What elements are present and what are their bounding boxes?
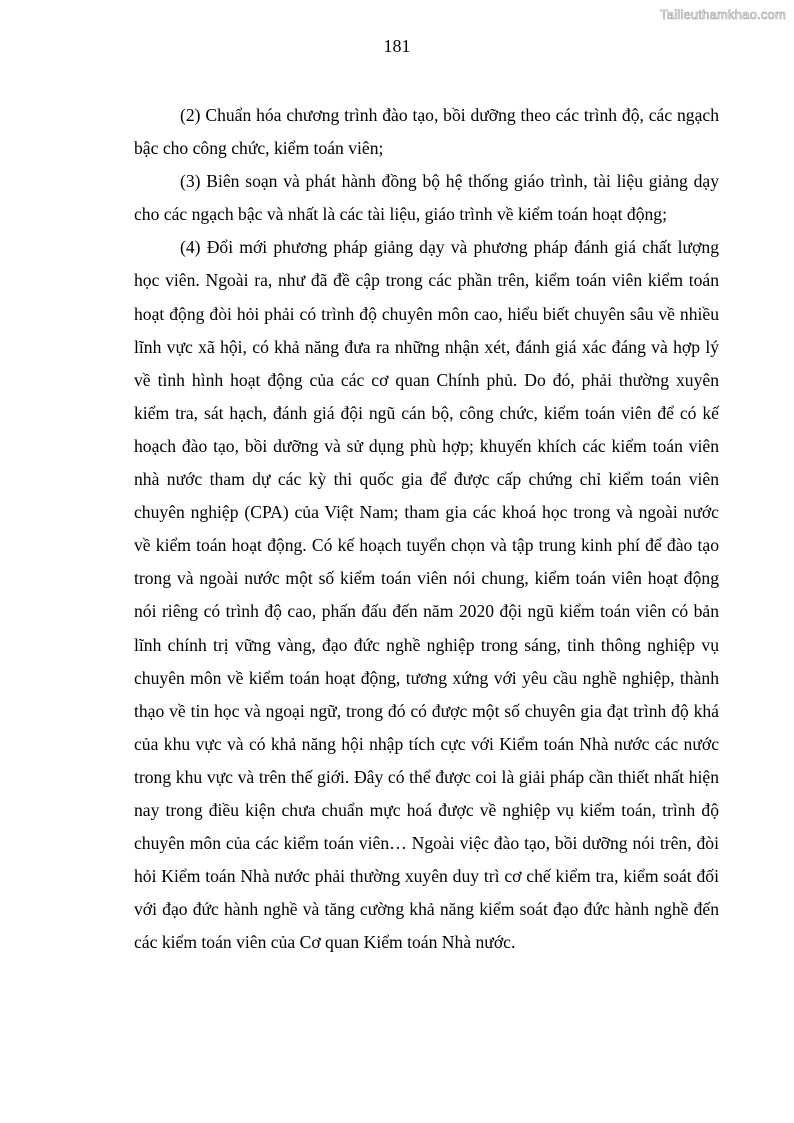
page-number: 181 xyxy=(383,36,411,56)
paragraph-item-2: (2) Chuẩn hóa chương trình đào tạo, bồi dưỡng theo các trình độ, các ngạch bậc cho công chức, kiểm toán viên; xyxy=(134,105,719,159)
document-body xyxy=(134,99,719,959)
paragraph-item-4: (4) Đổi mới phương pháp giảng dạy và phương pháp đánh giá chất lượng học viên. Ngoài ra, như đã đề cập trong các phần trên, kiểm toán viên kiểm toán hoạt động đòi hỏi phải có trình độ chuyên môn cao, hiểu biết chuyên sâu về nhiều lĩnh vực xã hội, có khả năng đưa ra những nhận xét, đánh giá xác đáng và hợp lý về tình hình hoạt động của các cơ quan Chính phủ. Do đó, phải thường xuyên kiểm tra, sát hạch, đánh giá đội ngũ cán bộ, công chức, kiểm toán viên để có kế hoạch đào tạo, bồi dưỡng và sử dụng phù hợp; khuyến khích các kiểm toán viên nhà nước tham dự các kỳ thi quốc gia để được cấp chứng chỉ kiểm toán viên chuyên nghiệp (CPA) của Việt Nam; tham gia các khoá học trong và ngoài nước về kiểm toán hoạt động. Có kế hoạch tuyển chọn và tập trung kinh phí để đào tạo trong và ngoài nước một số kiểm toán viên nói chung, kiểm toán viên hoạt động nói riêng có trình độ cao, phấn đấu đến năm 2020 đội ngũ kiểm toán viên có bản lĩnh chính trị vững vàng, đạo đức nghề nghiệp trong sáng, tinh thông nghiệp vụ chuyên môn về kiểm toán hoạt động, tương xứng với yêu cầu nghề nghiệp, thành thạo về tin học và ngoại ngữ, trong đó có được một số chuyên gia đạt trình độ khá của khu vực và có khả năng hội nhập tích cực với Kiểm toán Nhà nước các nước trong khu vực và trên thế giới. Đây có thể được coi là giải pháp cần thiết nhất hiện nay trong điều kiện chưa chuẩn mực hoá được về nghiệp vụ kiểm toán, trình độ chuyên môn của các kiểm toán viên… Ngoài việc đào tạo, bồi dưỡng nói trên, đòi hỏi Kiểm toán Nhà nước phải thường xuyên duy trì cơ chế kiểm tra, kiểm soát đối với đạo đức hành nghề và tăng cường khả năng kiểm soát đạo đức hành nghề đến các kiểm toán viên của Cơ quan Kiểm toán Nhà nước. xyxy=(134,237,719,953)
watermark-text: Tailieuthamkhao.com xyxy=(660,7,786,22)
paragraph-item-3: (3) Biên soạn và phát hành đồng bộ hệ thống giáo trình, tài liệu giảng dạy cho các ngạch bậc và nhất là các tài liệu, giáo trình về kiểm toán hoạt động; xyxy=(134,171,719,225)
